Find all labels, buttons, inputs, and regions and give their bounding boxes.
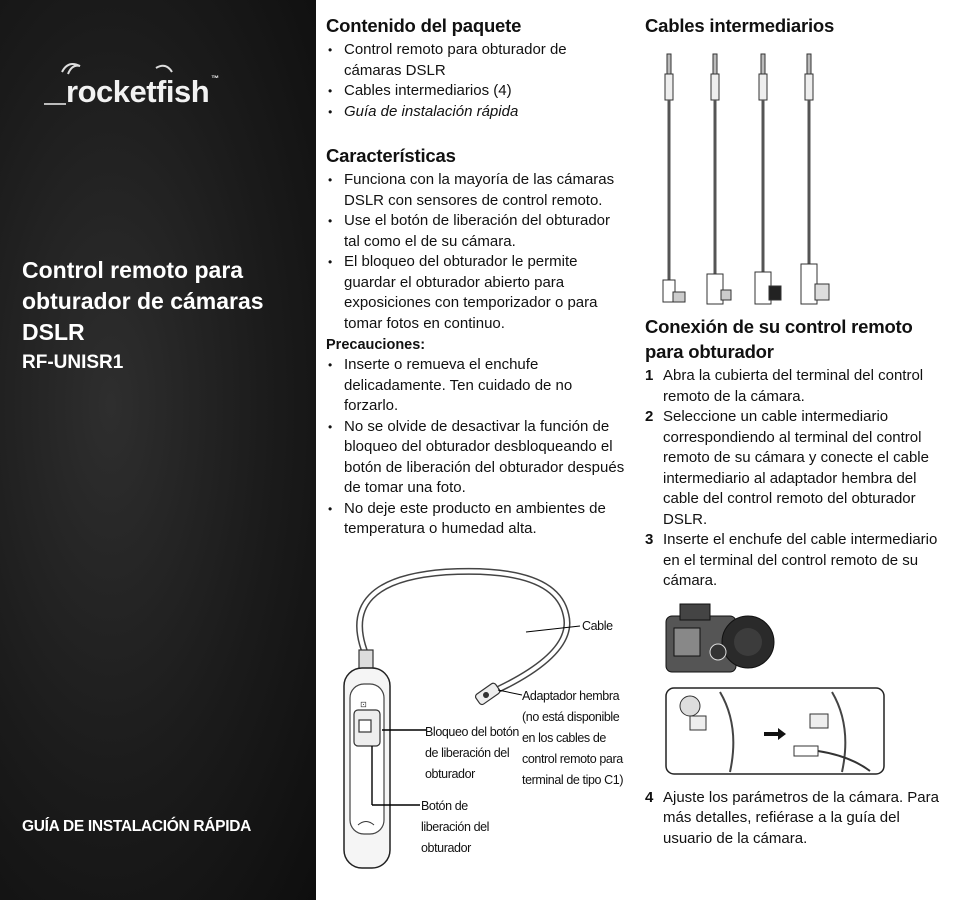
product-title: Control remoto para obturador de cámaras DSLR [22,257,264,345]
camera-body [666,604,774,672]
callout-adapter: Adaptador hembra (no está disponible en los cables de control remoto para terminal de tipo C1) [522,689,624,787]
step-item: 2 Seleccione un cable intermediario correspondiendo al terminal del control remoto de su cámara y conecte el cable intermediario al adaptador hembra del cable del control remoto del obturador DSLR. [645,408,929,528]
svg-text:⊡: ⊡ [360,700,367,709]
list-item: • No deje este producto en ambientes de temperatura o humedad alta. [326,499,626,540]
package-list [326,40,626,122]
step-item: 4 Ajuste los parámetros de la cámara. Para más detalles, refiérase a la guía del usuario de la cámara. [645,788,939,847]
logo-wordmark: rocketfish ™ [66,74,219,109]
list-item: • Control remoto para obturador de cámaras DSLR [326,40,626,81]
list-item: • No se olvide de desactivar la función de bloqueo del obturador desbloqueando el botón de liberación del obturador después de tomar una foto. [326,417,626,499]
cables-heading: Cables intermediarios [645,15,835,36]
list-item: • Use el botón de liberación del obturador tal como el de su cámara. [326,211,626,252]
cable-2 [707,54,731,304]
callout-cable: Cable [582,619,613,633]
cable-3 [755,54,781,304]
step-item: 3 Inserte el enchufe del cable intermediario en el terminal del control remoto de su cámara. [645,531,938,589]
model-number: RF-UNISR1 [22,352,124,373]
remote-diagram [326,560,636,895]
list-item: • Inserte o remueva el enchufe delicadamente. Ten cuidado de no forzarlo. [326,355,626,417]
camera-connection-diagram [660,596,890,781]
cable-4 [801,54,829,304]
step-item: 1 Abra la cubierta del terminal del control remoto de la cámara. [645,367,924,405]
features-heading: Características [326,145,456,166]
connection-heading: Conexión de su control remoto para obturador [645,316,913,362]
column-package-features [326,14,626,540]
cables-illustration [645,52,845,319]
cover-sidebar [0,0,316,900]
precautions-heading: Precauciones: [326,337,426,353]
list-item: • Guía de instalación rápida [326,102,626,123]
callout-release: Botón de liberación del obturador [421,799,490,855]
list-item: • Funciona con la mayoría de las cámaras DSLR con sensores de control remoto. [326,170,626,211]
guide-label: GUÍA DE INSTALACIÓN RÁPIDA [22,818,252,835]
connection-step-4 [645,788,945,850]
features-list [326,170,626,334]
rocketfish-logo [44,60,219,125]
precautions-list [326,355,626,540]
list-item: • El bloqueo del obturador le permite guardar el obturador abierto para exposiciones con temporizador o para tomar fotos en continuo. [326,252,626,334]
cable-1 [663,54,685,302]
connection-steps [645,366,945,592]
list-item: • Cables intermediarios (4) [326,81,626,102]
callout-lock: Bloqueo del botón de liberación del obturador [425,725,519,781]
package-heading: Contenido del paquete [326,15,522,36]
